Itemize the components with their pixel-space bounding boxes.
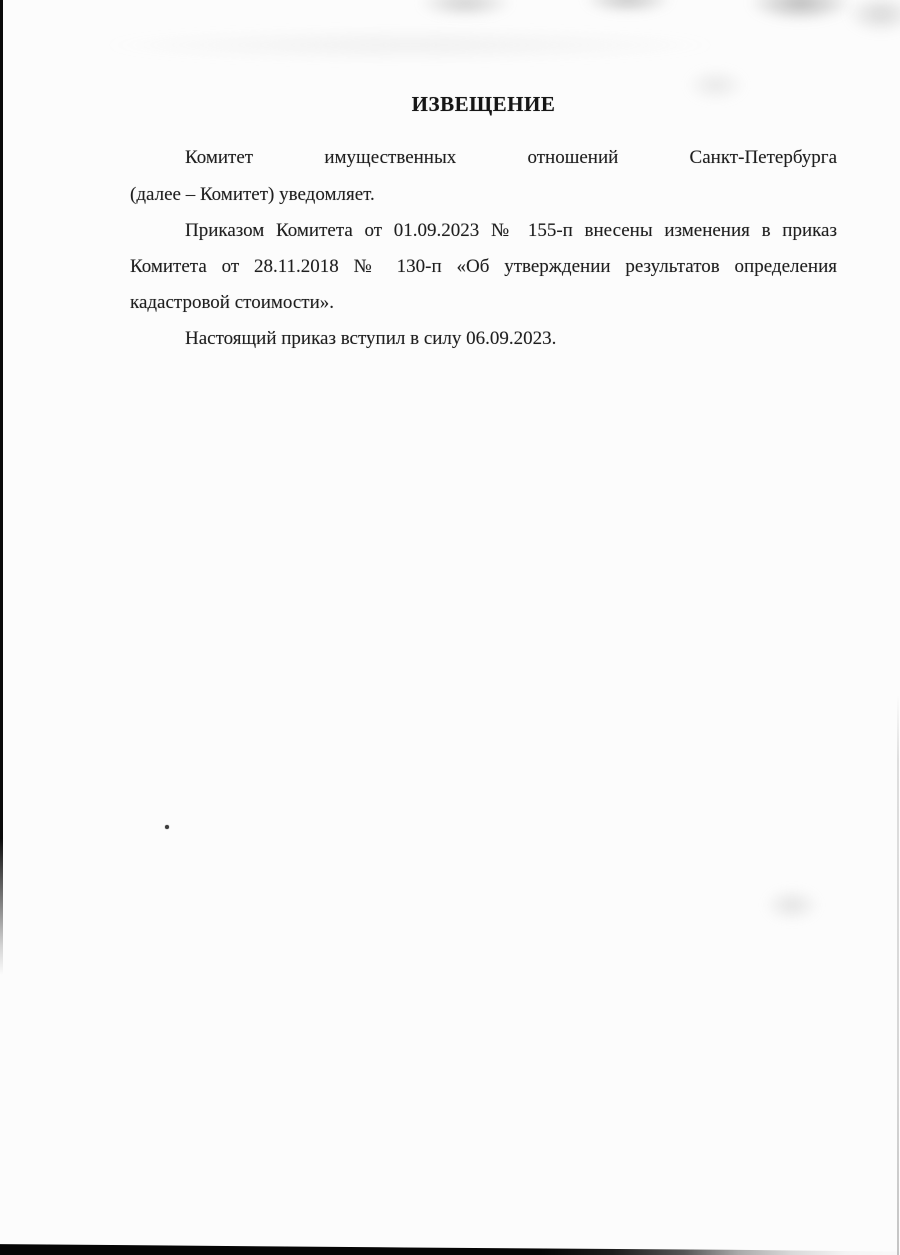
paragraph-1-line-1: Комитет имущественных отношений Санкт-Петербурга (185, 147, 837, 168)
document-title: ИЗВЕЩЕНИЕ (411, 92, 556, 116)
scan-left-edge-strip (0, 0, 3, 975)
scan-bottom-edge-bar (0, 1242, 900, 1255)
paragraph-3-line-1: Настоящий приказ вступил в силу 06.09.2023. (185, 328, 557, 349)
paragraph-1-line-2: (далее – Комитет) уведомляет. (130, 184, 375, 205)
scan-smudge-upper-right (686, 68, 746, 102)
scan-smudge-top-3 (748, 0, 853, 22)
paragraph-2-line-3: кадастровой стоимости». (130, 292, 335, 313)
scan-right-edge-line (897, 695, 899, 1255)
paragraph-2-line-1: Приказом Комитета от 01.09.2023 № 155-п внесены изменения в приказ (185, 220, 837, 241)
scan-smudge-lower-right (764, 888, 820, 922)
scan-smudge-top-2 (583, 0, 673, 14)
scan-smudge-top-4 (846, 0, 900, 34)
paragraph-2-line-2: Комитета от 28.11.2018 № 130-п «Об утверждении результатов определения (130, 256, 837, 277)
scan-smudge-top-band (100, 28, 720, 62)
scan-smudge-top-1 (418, 0, 513, 18)
scan-ink-speck (165, 825, 169, 829)
